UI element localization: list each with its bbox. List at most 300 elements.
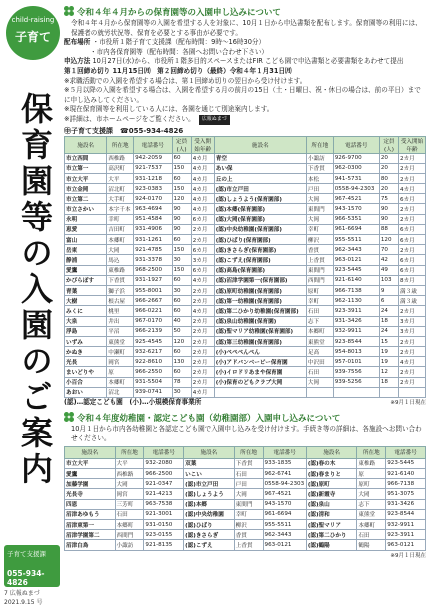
column-header: 定員(人): [379, 136, 398, 153]
table-row: [65, 469, 426, 479]
table-row: [65, 204, 426, 214]
table-cell: 大岡: [357, 489, 386, 499]
table-cell: 943-1570: [263, 499, 306, 509]
table-cell: 967-4521: [263, 489, 306, 499]
table-cell: 東椎路: [107, 265, 134, 275]
table-cell: 2カ月: [191, 347, 214, 357]
column-header: 電話番号: [333, 136, 379, 153]
column-header: 施設名: [65, 136, 107, 153]
table-cell: 鶴陽: [357, 540, 386, 550]
table-cell: 951-4584: [134, 214, 172, 224]
table-cell: 大岡: [115, 479, 144, 489]
table-cell: (認)春まりと: [306, 469, 357, 479]
column-header: 受入開始年齢: [399, 136, 426, 153]
table-cell: 市立さかい: [65, 204, 107, 214]
kindergarten-table: [64, 446, 426, 551]
table-cell: 962-3443: [263, 530, 306, 540]
table-cell: 966-2500: [144, 469, 184, 479]
table-cell: 2カ月: [399, 153, 426, 163]
main-content: [64, 6, 426, 559]
note-3: ※現在保育園等を利用している人には、各園を通じて別途案内します。: [64, 105, 274, 114]
distribution-info: [64, 38, 426, 48]
table-row: [65, 153, 426, 163]
table-cell: 931-3426: [386, 499, 426, 509]
table-cell: 吉田町: [107, 224, 134, 234]
table-cell: 4カ月: [191, 153, 214, 163]
table-cell: 市立金岡: [65, 184, 107, 194]
table-cell: 本郷町: [107, 235, 134, 245]
table-row: [65, 367, 426, 377]
table-cell: 下香貫: [306, 163, 333, 173]
table-cell: (認)しょうよう: [184, 489, 235, 499]
contact-box-dept: 子育て支援課: [7, 550, 46, 558]
table-cell: 6カ月: [399, 194, 426, 204]
table-cell: (認)しょうよう(保育園部): [214, 194, 306, 204]
table-cell: 2カ月: [191, 224, 214, 234]
table-cell: 90: [172, 224, 191, 234]
table-cell: (認)聖マリア幼稚園(保育園部): [214, 326, 306, 336]
table-cell: 0558-94-2303: [333, 184, 379, 194]
table-cell: 原: [357, 469, 386, 479]
table-cell: 60: [172, 296, 191, 306]
table-cell: 市立西間: [65, 153, 107, 163]
table-cell: 2カ月: [399, 204, 426, 214]
table-cell: 下香貫: [107, 275, 134, 285]
table-cell: 8カ月: [399, 275, 426, 285]
table-cell: 6: [379, 296, 398, 306]
table-cell: 50: [172, 326, 191, 336]
table-row: [65, 489, 426, 499]
table-cell: あおい: [65, 387, 107, 397]
table-cell: 4カ月: [191, 306, 214, 316]
table-cell: 中沢田: [306, 357, 333, 367]
table-cell: 60: [172, 275, 191, 285]
table-cell: 90: [172, 214, 191, 224]
table-cell: 本郷町: [107, 377, 134, 387]
table-cell: 924-0170: [134, 194, 172, 204]
table-cell: 愛鷹: [65, 469, 116, 479]
table1-legend: (認)…認定こども園 (小)…小規模保育事業所: [64, 398, 202, 407]
table-cell: 丘の上: [214, 173, 306, 183]
table-cell: 962-3443: [333, 245, 379, 255]
section1-paragraph: 令和４年４月から保育園等の入園を希望する人を対象に、10月１日から申込書類を配布します。保育園等の利用には、保護者の就労状況等、保育を必要とする事由が必要です。: [71, 19, 422, 37]
table-cell: 2カ月: [399, 163, 426, 173]
table-cell: 四恩: [65, 499, 116, 509]
table-cell: 932-9911: [333, 326, 379, 336]
table-cell: 市立大平: [65, 458, 116, 468]
table-cell: 香貫: [306, 245, 333, 255]
table-cell: [333, 387, 379, 397]
table-cell: 20: [379, 163, 398, 173]
table-cell: 大泉: [65, 316, 107, 326]
table-cell: 931-1261: [134, 235, 172, 245]
column-header: 受入開始年齢: [191, 136, 214, 153]
table-cell: 青空: [214, 153, 306, 163]
table-cell: 6カ月: [399, 255, 426, 265]
table-cell: 東熊堂: [306, 336, 333, 346]
table-cell: 962-0300: [333, 163, 379, 173]
table-cell: 市立第二: [65, 194, 107, 204]
apply-label: 申込方法: [64, 57, 91, 66]
table-cell: 3カ月: [191, 255, 214, 265]
table-cell: 18: [379, 377, 398, 387]
table-cell: 6カ月: [191, 214, 214, 224]
table-cell: 加藤学園: [65, 479, 116, 489]
table-cell: 上香貫: [306, 255, 333, 265]
table-cell: 幸町: [107, 214, 134, 224]
table-cell: 12: [379, 367, 398, 377]
table-cell: 967-4521: [333, 194, 379, 204]
table-cell: 満３歳: [399, 296, 426, 306]
table-cell: 志下: [306, 316, 333, 326]
table-cell: 24: [379, 326, 398, 336]
table-cell: 本郷町: [115, 519, 144, 529]
table-row: [65, 540, 426, 550]
table-cell: 60: [172, 153, 191, 163]
table-cell: 2カ月: [191, 285, 214, 295]
table-row: [65, 357, 426, 367]
table1-note: ※9月１日現在: [390, 400, 426, 407]
table-cell: 沼津東第一: [65, 519, 116, 529]
table-cell: 2カ月: [191, 357, 214, 367]
table-cell: 大岡: [234, 489, 263, 499]
table-cell: 78: [172, 377, 191, 387]
table-cell: [214, 387, 306, 397]
table-cell: 19: [379, 357, 398, 367]
table-cell: 921-7537: [134, 163, 172, 173]
contact-box-phone: 055-934-4826: [7, 569, 45, 587]
table-cell: 932-6217: [134, 347, 172, 357]
table-cell: 966-2139: [134, 326, 172, 336]
table-cell: (認)こずえ: [184, 540, 235, 550]
search-box[interactable]: 広報ぬまづ: [199, 115, 230, 125]
table-cell: 955-8001: [134, 285, 172, 295]
section1-contact: ㊥子育て支援課 ☎055-934-4826: [64, 126, 184, 135]
page-title: 保育園等の入園のご案内: [16, 92, 54, 488]
contact-box: [4, 545, 60, 587]
table-cell: 88: [379, 224, 398, 234]
table-cell: 原町: [306, 285, 333, 295]
table-cell: 954-8013: [333, 347, 379, 357]
table-cell: 2カ月: [399, 306, 426, 316]
table-cell: 966-5351: [333, 214, 379, 224]
table-cell: (認)本郷: [184, 499, 235, 509]
table-cell: 根古屋: [107, 296, 134, 306]
table-cell: 2カ月: [399, 347, 426, 357]
table-row: [65, 275, 426, 285]
column-header: 施設名: [65, 446, 116, 458]
note-1: ※求職活動での入園を希望する場合は、第１回締め切りの翌日から受け付けます。: [64, 76, 307, 85]
column-header: 電話番号: [386, 446, 426, 458]
table-cell: 923-0155: [144, 530, 184, 540]
table-cell: 大岡: [306, 377, 333, 387]
table-row: [65, 184, 426, 194]
table-cell: (認)大岡(保育園部): [214, 214, 306, 224]
table-cell: 120: [379, 235, 398, 245]
table-cell: 2カ月: [399, 377, 426, 387]
table-cell: 120: [172, 336, 191, 346]
table-cell: 岳東: [65, 245, 107, 255]
table-cell: 921-4785: [134, 245, 172, 255]
table-row: [65, 296, 426, 306]
table-cell: 石田: [306, 306, 333, 316]
table-cell: (認)ひばり(保育園部): [214, 235, 306, 245]
table-cell: 大平: [115, 458, 144, 468]
table-cell: 井出: [107, 316, 134, 326]
table-cell: (小)保育のどもクラブ大岡: [214, 377, 306, 387]
table-cell: 東熊堂: [357, 509, 386, 519]
table-row: [65, 458, 426, 468]
table-row: [65, 387, 426, 397]
table-cell: 75: [379, 194, 398, 204]
table-cell: かぬき: [65, 347, 107, 357]
table-cell: 石田: [234, 469, 263, 479]
table-row: [65, 347, 426, 357]
table-cell: 本字千本: [107, 204, 134, 214]
table-cell: 923-3911: [386, 530, 426, 540]
table-cell: (認)鶴陽: [306, 540, 357, 550]
table-cell: 955-5511: [333, 235, 379, 245]
table-cell: 6カ月: [399, 235, 426, 245]
table-cell: (認)こずえ(保育園部): [214, 255, 306, 265]
column-header: 電話番号: [263, 446, 306, 458]
table-cell: 966-7138: [386, 479, 426, 489]
table-cell: 馬込: [107, 255, 134, 265]
table-cell: 60: [172, 235, 191, 245]
table-cell: 4カ月: [399, 184, 426, 194]
table-cell: 小諏訪: [115, 540, 144, 550]
table2-note: ※9月１日現在: [390, 552, 426, 559]
column-header: 所在地: [306, 136, 333, 153]
table-cell: 921-6140: [333, 275, 379, 285]
table-cell: 沼津あゆもう: [65, 509, 116, 519]
table-row: [65, 479, 426, 489]
table-cell: 921-3001: [144, 509, 184, 519]
note-2: ※５月以降の入園を希望する場合は、入園を希望する月の前月の15日（土・日曜日、祝・休日の場合は、前の平日）までに申し込みしてください。: [64, 86, 421, 104]
table-cell: 浮島: [65, 326, 107, 336]
table-cell: 15: [379, 336, 398, 346]
table-cell: (認)原町: [306, 479, 357, 489]
table-cell: 光長寺: [65, 489, 116, 499]
column-header: 所在地: [115, 446, 144, 458]
table-cell: 90: [379, 204, 398, 214]
table-cell: (認)市立戸田: [214, 184, 306, 194]
table-cell: 24: [379, 306, 398, 316]
table-cell: 2カ月: [399, 367, 426, 377]
clover-icon: [64, 412, 74, 422]
table-cell: 962-1130: [333, 296, 379, 306]
table-cell: 富山: [65, 235, 107, 245]
table-cell: 90: [379, 214, 398, 224]
table-cell: 933-1835: [263, 458, 306, 468]
table-cell: 4カ月: [191, 275, 214, 285]
nursery-table: [64, 136, 426, 399]
table-cell: 6カ月: [399, 265, 426, 275]
table-cell: 4カ月: [191, 204, 214, 214]
table-cell: (認)泉山幼稚園(保育園): [214, 316, 306, 326]
table-cell: 獅子浜: [107, 285, 134, 295]
table-cell: 103: [379, 275, 398, 285]
table-cell: 20: [379, 184, 398, 194]
table-cell: 60: [172, 347, 191, 357]
table-row: [65, 224, 426, 234]
table-cell: みくに: [65, 306, 107, 316]
table-cell: 3カ月: [399, 316, 426, 326]
table-cell: あい保: [214, 163, 306, 173]
table-cell: 951-3075: [386, 489, 426, 499]
table-cell: 961-6694: [263, 509, 306, 519]
column-header: 電話番号: [134, 136, 172, 153]
table-cell: [399, 387, 426, 397]
table-cell: 962-6741: [263, 469, 306, 479]
section1-heading: [64, 6, 426, 19]
table-cell: 931-3426: [333, 316, 379, 326]
table-cell: 931-4906: [134, 224, 172, 234]
table-cell: (認)きさらぎ: [184, 530, 235, 540]
table-cell: 大岡: [306, 194, 333, 204]
table-cell: 20: [379, 153, 398, 163]
table-cell: 永明: [65, 214, 107, 224]
table-cell: 小諏訪: [306, 153, 333, 163]
table-cell: 本郷町: [306, 326, 333, 336]
table-cell: 150: [172, 163, 191, 173]
table-cell: [306, 387, 333, 397]
table-cell: 石田: [115, 509, 144, 519]
left-column: [0, 0, 62, 606]
table-cell: 966-2550: [134, 367, 172, 377]
table-cell: 943-1570: [333, 204, 379, 214]
table-cell: 柳沢: [306, 235, 333, 245]
table-cell: 東間門: [234, 499, 263, 509]
table-cell: 西椎路: [115, 469, 144, 479]
table-cell: 931-3378: [134, 255, 172, 265]
apply-text: 10月27日(水)から、市役所１階多目的スペースまたはFIR こども園で申込書類と必要書類をあわせて提出: [92, 57, 404, 66]
table-cell: 966-0221: [134, 306, 172, 316]
table-cell: (認)沼津学園第一(保育園部): [214, 275, 306, 285]
column-header: 施設名: [214, 136, 306, 153]
table-cell: 926-9700: [333, 153, 379, 163]
table-cell: 30: [172, 285, 191, 295]
table-cell: 足高: [306, 347, 333, 357]
note-4: ※詳細は、市ホームページをご覧ください。: [64, 114, 195, 123]
section2-title: 令和４年度幼稚園・認定こども園（幼稚園部）入園申し込みについて: [77, 413, 341, 424]
distribution-2: ・市内各保育園等（配布時間：各園へお問い合わせ下さい）: [90, 47, 269, 56]
table-cell: 本郷町: [357, 519, 386, 529]
column-header: 所在地: [107, 136, 134, 153]
table-cell: 966-7138: [333, 285, 379, 295]
table-cell: 4カ月: [399, 357, 426, 367]
table-cell: 60: [172, 367, 191, 377]
table-cell: 下香貫: [234, 458, 263, 468]
table-cell: 60: [172, 306, 191, 316]
table-cell: 130: [172, 357, 191, 367]
table-cell: 大岡: [107, 245, 134, 255]
table-cell: 921-0347: [144, 479, 184, 489]
table-row: [65, 163, 426, 173]
table-cell: 戸田: [306, 184, 333, 194]
column-header: 施設名: [306, 446, 357, 458]
category-badge-small: child-raising: [11, 16, 55, 24]
table-cell: 30: [172, 255, 191, 265]
table-cell: 柳沢: [234, 519, 263, 529]
table-cell: 923-5445: [386, 458, 426, 468]
table-row: [65, 377, 426, 387]
table-cell: (認)第二ひかり幼稚園(保育園部): [214, 306, 306, 316]
table-cell: 市立大平: [65, 173, 107, 183]
table-cell: 香貫: [234, 530, 263, 540]
table-cell: 150: [172, 184, 191, 194]
table-cell: 東間門: [306, 265, 333, 275]
table-cell: 2カ月: [399, 173, 426, 183]
table-cell: 光長: [65, 357, 107, 367]
table-cell: [379, 387, 398, 397]
table-cell: 931-5504: [134, 377, 172, 387]
column-header: 所在地: [357, 446, 386, 458]
table-cell: 60: [172, 173, 191, 183]
table-cell: (認)新霞寺: [306, 489, 357, 499]
table-row: [65, 306, 426, 316]
table-cell: 幸町: [306, 296, 333, 306]
table-cell: 西椎路: [107, 153, 134, 163]
table-row: [65, 326, 426, 336]
apply-info: [64, 57, 426, 67]
table-cell: 2カ月: [399, 336, 426, 346]
table-cell: 本松: [306, 173, 333, 183]
table-cell: かぴらぽす: [65, 275, 107, 285]
table-cell: 沼津白鳥: [65, 540, 116, 550]
table-row: [65, 235, 426, 245]
table-cell: 931-0150: [144, 519, 184, 529]
table-cell: 幸町: [234, 509, 263, 519]
section2-paragraph: 10月１日から市内各幼稚園と各認定こども園で入園申し込みを受け付けます。手続き等の詳細は、各施設へお問い合わせください。: [71, 424, 422, 443]
table-cell: 2カ月: [191, 316, 214, 326]
table-cell: 963-0121: [386, 540, 426, 550]
table-cell: 桃里: [107, 306, 134, 316]
table-cell: (認)第一幼稚園(保育園部): [214, 296, 306, 306]
table-cell: (認)高島(保育園部): [214, 265, 306, 275]
table-cell: 東椎路: [357, 458, 386, 468]
table-cell: 921-6140: [386, 469, 426, 479]
table-cell: 941-5731: [333, 173, 379, 183]
table-cell: 平沼: [107, 326, 134, 336]
table-cell: 大平: [107, 173, 134, 183]
table-cell: 恵愛: [65, 224, 107, 234]
table-cell: 2カ月: [191, 296, 214, 306]
table-cell: 42: [379, 255, 398, 265]
table-cell: (認)泉山: [306, 499, 357, 509]
column-header: 所在地: [234, 446, 263, 458]
table-cell: 942-2059: [134, 153, 172, 163]
table-cell: 923-8544: [386, 509, 426, 519]
table-row: [65, 285, 426, 295]
table-row: [65, 509, 426, 519]
table-cell: 大岡: [306, 214, 333, 224]
table-cell: (認)第三幼稚園(保育園部): [214, 336, 306, 346]
table-cell: 30: [172, 387, 191, 397]
table-row: [65, 214, 426, 224]
table-cell: 2カ月: [191, 336, 214, 346]
section1-title: 令和４年４月からの保育園等の入園申し込みについて: [77, 8, 281, 18]
table-cell: 957-0101: [333, 357, 379, 367]
table-cell: (認)本郷(保育園部): [214, 204, 306, 214]
table-cell: 931-1927: [134, 275, 172, 285]
table-cell: 東熊堂: [107, 336, 134, 346]
table-cell: 6カ月: [191, 245, 214, 255]
table-cell: 19: [379, 347, 398, 357]
table-cell: (小)ぺぺぺんぺん: [214, 347, 306, 357]
table-cell: 922-8610: [134, 357, 172, 367]
table-cell: 955-5511: [263, 519, 306, 529]
